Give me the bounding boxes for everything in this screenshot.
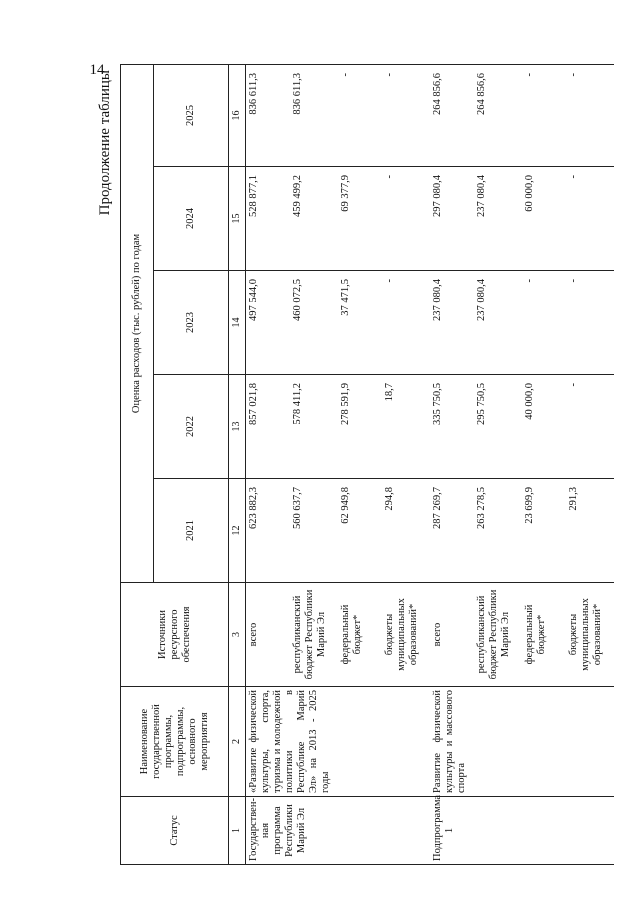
row-source: федеральный бюджет* [338,583,382,687]
cell-value: - [566,167,614,271]
column-number: 13 [229,375,246,479]
cell-value: 237 080,4 [474,167,522,271]
cell-value: - [382,271,430,375]
cell-value: - [338,65,382,167]
cell-value: 69 377,9 [338,167,382,271]
header-year: 2023 [154,271,229,375]
rotated-table-page [80,65,603,865]
cell-value: 459 499,2 [290,167,338,271]
cell-value: 295 750,5 [474,375,522,479]
row-source: бюджеты муниципальных образований* [382,583,430,687]
cell-value: - [382,65,430,167]
cell-value: 62 949,8 [338,479,382,583]
column-number: 14 [229,271,246,375]
cell-value: 623 882,3 [246,479,291,583]
cell-value: 237 080,4 [430,271,474,375]
cell-value: - [566,65,614,167]
row-source: всего [246,583,291,687]
cell-value: 60 000,0 [522,167,566,271]
header-year: 2021 [154,479,229,583]
cell-value: 237 080,4 [474,271,522,375]
row-source: республиканский бюджет Республики Марий Эл [290,583,338,687]
cell-value: - [566,271,614,375]
column-number: 15 [229,167,246,271]
row-name: «Развитие физической культуры, спорта, туризма и молодежной политики в Республике Марий Эл» на 2013 - 2025 годы [246,687,431,797]
header-name: Наименование государственной программы, подпрограммы, основного мероприятия [121,687,229,797]
row-source: республиканский бюджет Республики Марий Эл [474,583,522,687]
cell-value: 23 699,9 [522,479,566,583]
column-number: 2 [229,687,246,797]
cell-value: 264 856,6 [430,65,474,167]
cell-value: 497 544,0 [246,271,291,375]
cell-value: - [522,271,566,375]
cell-value: 278 591,9 [338,375,382,479]
header-year: 2024 [154,167,229,271]
row-source: федеральный бюджет* [522,583,566,687]
cell-value: 836 611,3 [290,65,338,167]
table-row [246,65,291,865]
expenditure-table [120,64,614,865]
cell-value: - [522,65,566,167]
cell-value: 460 072,5 [290,271,338,375]
table-row [430,65,474,865]
cell-value: 18,7 [382,375,430,479]
row-status: Подпрограмма 1 [430,797,614,865]
row-status: Государствен-ная программа Республики Марий Эл [246,797,431,865]
cell-value: 294,8 [382,479,430,583]
cell-value: 297 080,4 [430,167,474,271]
cell-value: 335 750,5 [430,375,474,479]
column-number: 12 [229,479,246,583]
row-source: всего [430,583,474,687]
cell-value: 291,3 [566,479,614,583]
cell-value: 836 611,3 [246,65,291,167]
column-number: 1 [229,797,246,865]
header-year: 2025 [154,65,229,167]
row-source: бюджеты муниципальных образований* [566,583,614,687]
cell-value: 37 471,5 [338,271,382,375]
cell-value: 40 000,0 [522,375,566,479]
column-number: 16 [229,65,246,167]
cell-value: 560 637,7 [290,479,338,583]
cell-value: 578 411,2 [290,375,338,479]
cell-value: 287 269,7 [430,479,474,583]
cell-value: 528 877,1 [246,167,291,271]
cell-value: 263 278,5 [474,479,522,583]
header-status: Статус [121,797,229,865]
header-sources: Источники ресурсного обеспечения [121,583,229,687]
column-number: 3 [229,583,246,687]
row-name: Развитие физической культуры и массового спорта [430,687,614,797]
continuation-title: Продолжение таблицы [97,70,113,216]
header-estimate: Оценка расходов (тыс. рублей) по годам [121,65,154,583]
cell-value: - [382,167,430,271]
header-year: 2022 [154,375,229,479]
page-number: 14 [89,62,105,78]
cell-value: - [566,375,614,479]
cell-value: 857 021,8 [246,375,291,479]
cell-value: 264 856,6 [474,65,522,167]
